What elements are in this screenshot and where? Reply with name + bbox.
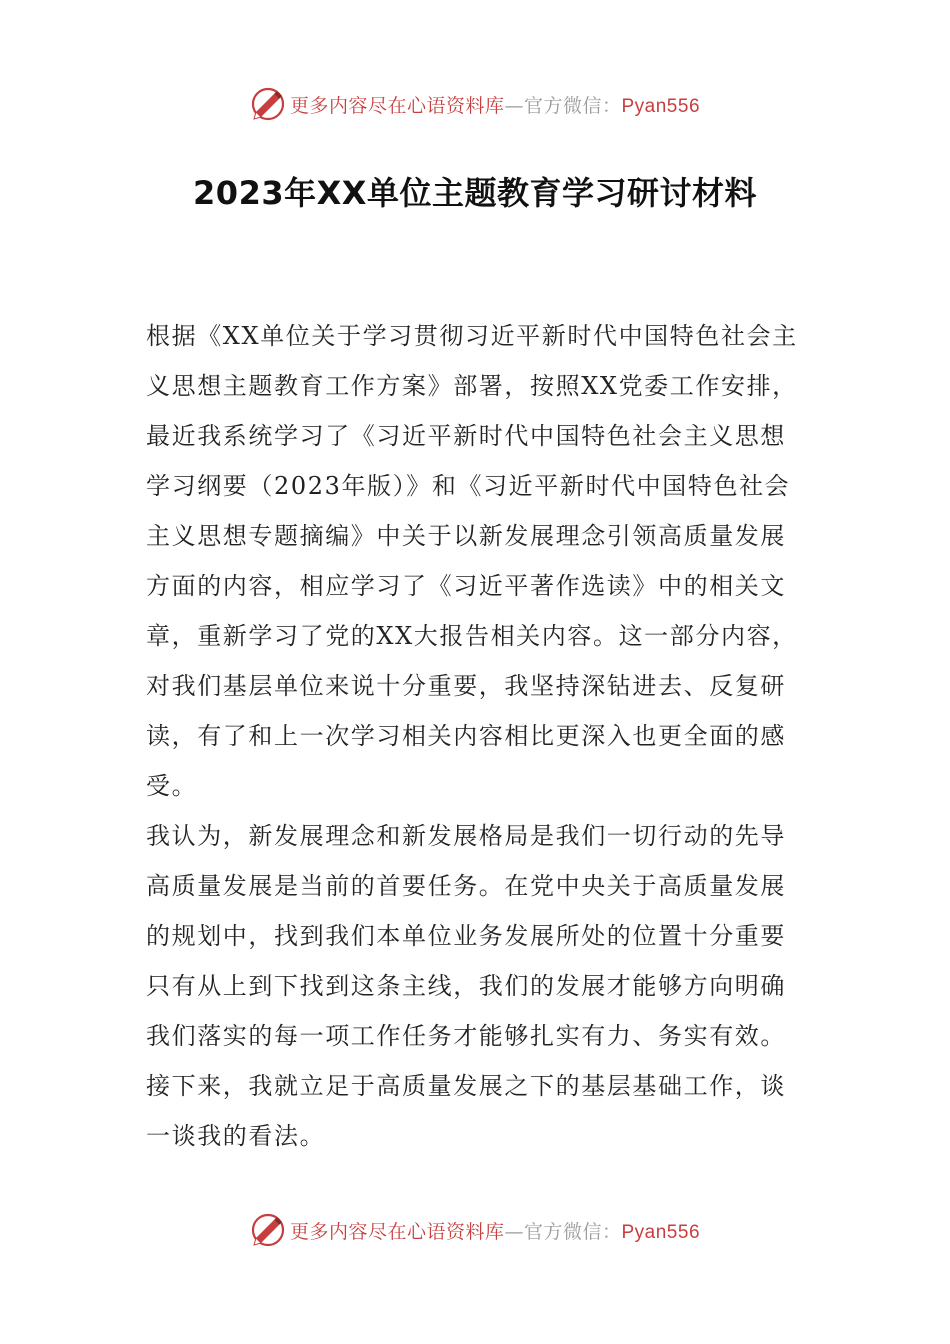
body-line: 受。 xyxy=(146,772,198,800)
footer-banner xyxy=(0,1208,950,1252)
banner-dash: — xyxy=(504,1220,524,1243)
body-line: 主义思想专题摘编》中关于以新发展理念引领高质量发展 xyxy=(146,522,786,550)
body-line: 我们落实的每一项工作任务才能够扎实有力、务实有效。 xyxy=(146,1022,786,1050)
banner-wechat-id: Pyan556 xyxy=(621,95,701,117)
banner-text xyxy=(290,91,700,118)
banner-wechat-label: 官方微信： xyxy=(523,94,622,117)
body-line: 一谈我的看法。 xyxy=(146,1122,326,1150)
banner-site-text: 更多内容尽在心语资料库 xyxy=(289,94,505,117)
header-banner xyxy=(0,82,950,126)
body-line: 最近我系统学习了《习近平新时代中国特色社会主义思想 xyxy=(146,422,786,450)
body-line: 章，重新学习了党的XX大报告相关内容。这一部分内容， xyxy=(146,622,798,650)
body-line: 根据《XX单位关于学习贯彻习近平新时代中国特色社会主 xyxy=(146,322,798,350)
body-line: 只有从上到下找到这条主线，我们的发展才能够方向明确 xyxy=(146,972,786,1000)
banner-dash: — xyxy=(504,94,524,117)
pen-logo-icon xyxy=(250,1212,286,1248)
document-body xyxy=(146,311,808,1161)
body-line: 方面的内容，相应学习了《习近平著作选读》中的相关文 xyxy=(146,572,786,600)
body-line: 对我们基层单位来说十分重要，我坚持深钻进去、反复研 xyxy=(146,672,786,700)
body-line: 读，有了和上一次学习相关内容相比更深入也更全面的感 xyxy=(146,722,786,750)
body-line: 义思想主题教育工作方案》部署，按照XX党委工作安排， xyxy=(146,372,798,400)
banner-wechat-id: Pyan556 xyxy=(621,1221,701,1243)
body-line: 学习纲要（2023年版）》和《习近平新时代中国特色社会 xyxy=(146,472,791,500)
body-line: 我认为，新发展理念和新发展格局是我们一切行动的先导 xyxy=(146,822,786,850)
banner-site-text: 更多内容尽在心语资料库 xyxy=(289,1220,505,1243)
pen-logo-icon xyxy=(250,86,286,122)
body-line: 的规划中，找到我们本单位业务发展所处的位置十分重要 xyxy=(146,922,786,950)
banner-text xyxy=(290,1217,700,1244)
document-title: 2023年XX单位主题教育学习研讨材料 xyxy=(193,174,757,212)
banner-wechat-label: 官方微信： xyxy=(523,1220,622,1243)
body-line: 高质量发展是当前的首要任务。在党中央关于高质量发展 xyxy=(146,872,786,900)
body-line: 接下来，我就立足于高质量发展之下的基层基础工作，谈 xyxy=(146,1072,786,1100)
